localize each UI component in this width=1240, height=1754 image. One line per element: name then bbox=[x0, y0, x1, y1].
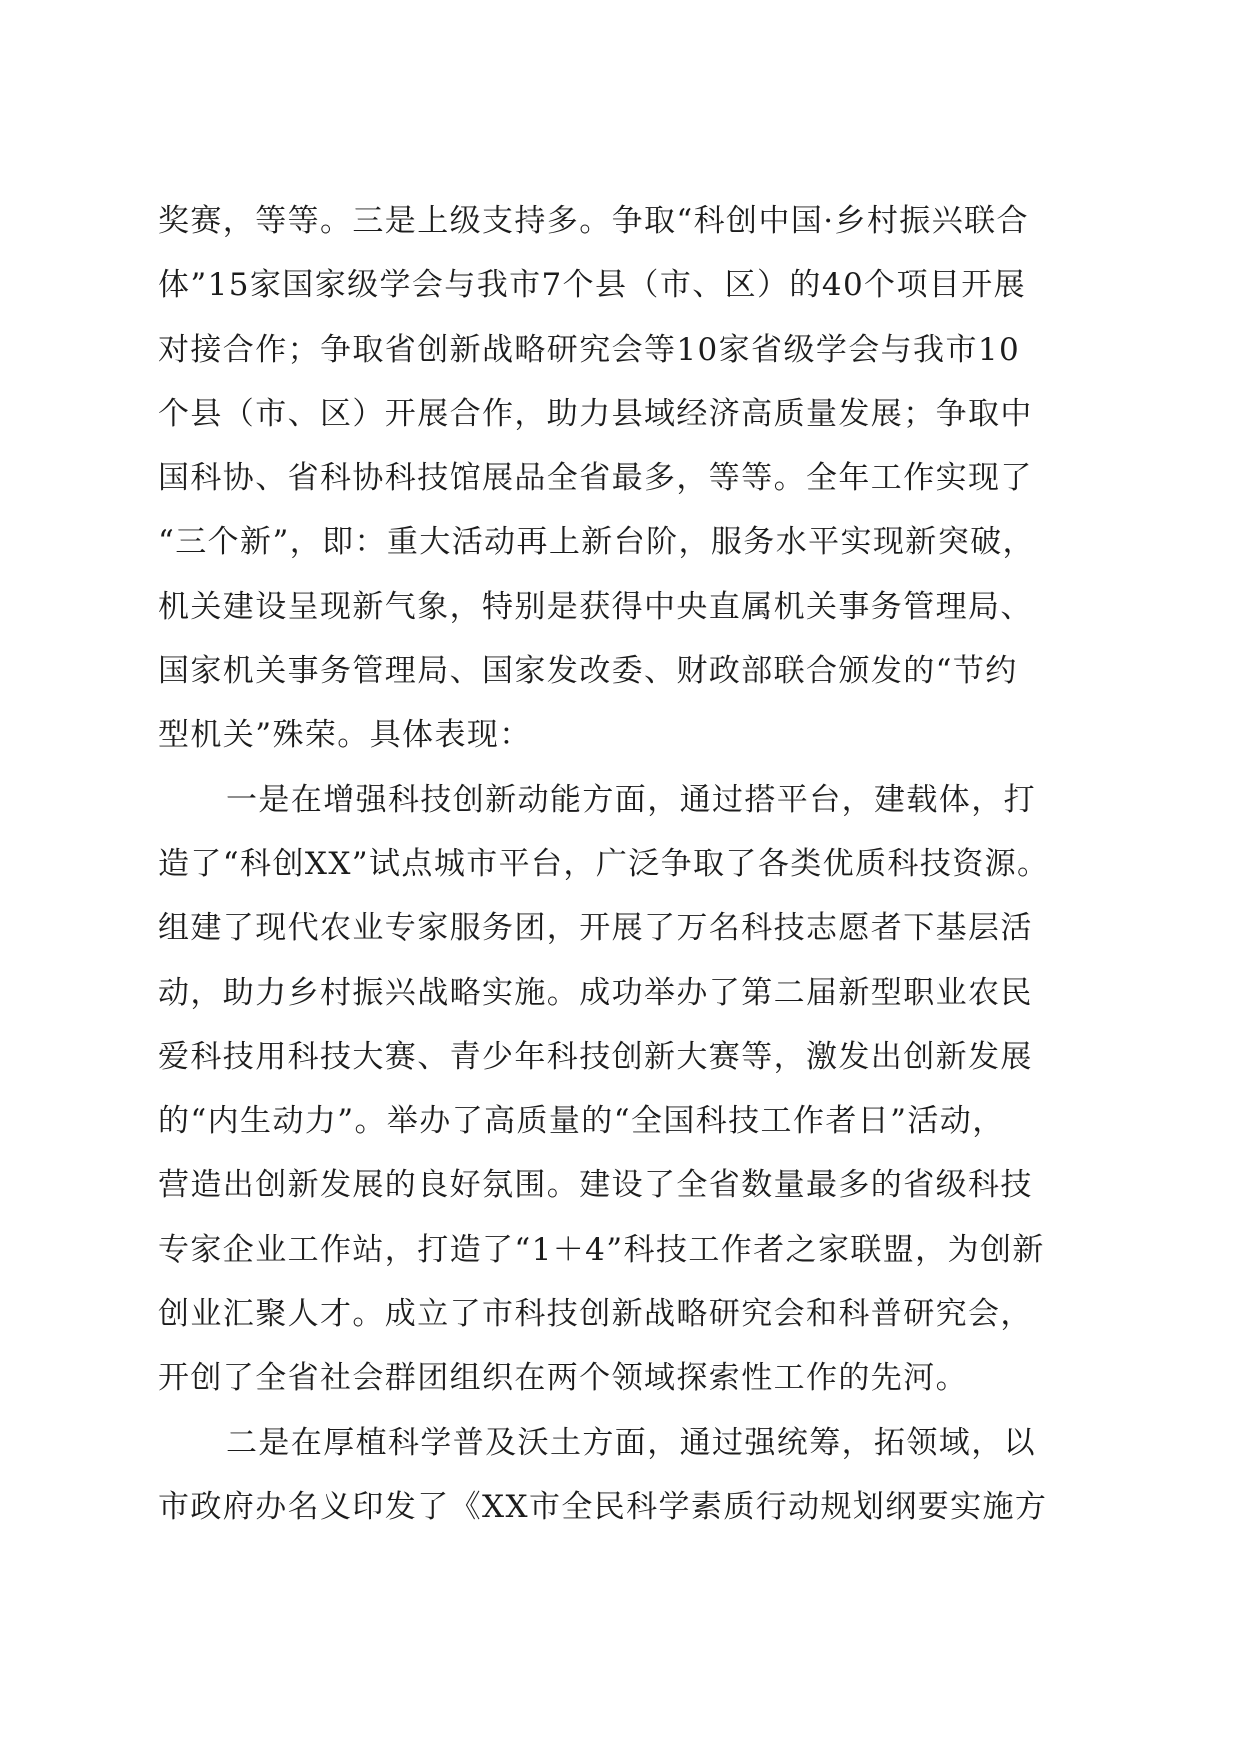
paragraph-start-line: 二是在厚植科学普及沃土方面，通过强统筹，拓领域，以 bbox=[226, 1424, 1036, 1461]
paragraph-start-line: 一是在增强科技创新动能方面，通过搭平台，建载体，打 bbox=[226, 781, 1036, 818]
text-line: 爱科技用科技大赛、青少年科技创新大赛等，激发出创新发展 bbox=[158, 1038, 1033, 1075]
text-line: 专家企业工作站，打造了“1＋4”科技工作者之家联盟，为创新 bbox=[158, 1231, 1045, 1268]
text-line: 动，助力乡村振兴战略实施。成功举办了第二届新型职业农民 bbox=[158, 974, 1033, 1011]
text-line: 体”15家国家级学会与我市7个县（市、区）的40个项目开展 bbox=[158, 267, 1027, 304]
text-line: 奖赛，等等。三是上级支持多。争取“科创中国·乡村振兴联合 bbox=[158, 203, 1029, 239]
text-line: 造了“科创XX”试点城市平台，广泛争取了各类优质科技资源。 bbox=[158, 845, 1050, 882]
text-line: 市政府办名义印发了《XX市全民科学素质行动规划纲要实施方 bbox=[158, 1488, 1048, 1525]
text-line: 型机关”殊荣。具体表现： bbox=[158, 717, 532, 754]
text-line: 国科协、省科协科技馆展品全省最多，等等。全年工作实现了 bbox=[158, 460, 1033, 497]
text-line: 营造出创新发展的良好氛围。建设了全省数量最多的省级科技 bbox=[158, 1167, 1033, 1204]
text-line: 对接合作；争取省创新战略研究会等10家省级学会与我市10 bbox=[158, 331, 1021, 368]
body-text bbox=[158, 189, 1078, 1539]
text-line: 创业汇聚人才。成立了市科技创新战略研究会和科普研究会， bbox=[158, 1296, 1033, 1333]
text-line: 机关建设呈现新气象，特别是获得中央直属机关事务管理局、 bbox=[158, 588, 1033, 625]
text-line: 的“内生动力”。举办了高质量的“全国科技工作者日”活动， bbox=[158, 1103, 1005, 1140]
text-line: 个县（市、区）开展合作，助力县域经济高质量发展；争取中 bbox=[158, 395, 1033, 432]
text-line: 开创了全省社会群团组织在两个领域探索性工作的先河。 bbox=[158, 1360, 968, 1397]
text-line: 国家机关事务管理局、国家发改委、财政部联合颁发的“节约 bbox=[158, 653, 1018, 690]
text-line: 组建了现代农业专家服务团，开展了万名科技志愿者下基层活 bbox=[158, 910, 1033, 947]
text-line: “三个新”，即：重大活动再上新台阶，服务水平实现新突破， bbox=[158, 524, 1035, 561]
